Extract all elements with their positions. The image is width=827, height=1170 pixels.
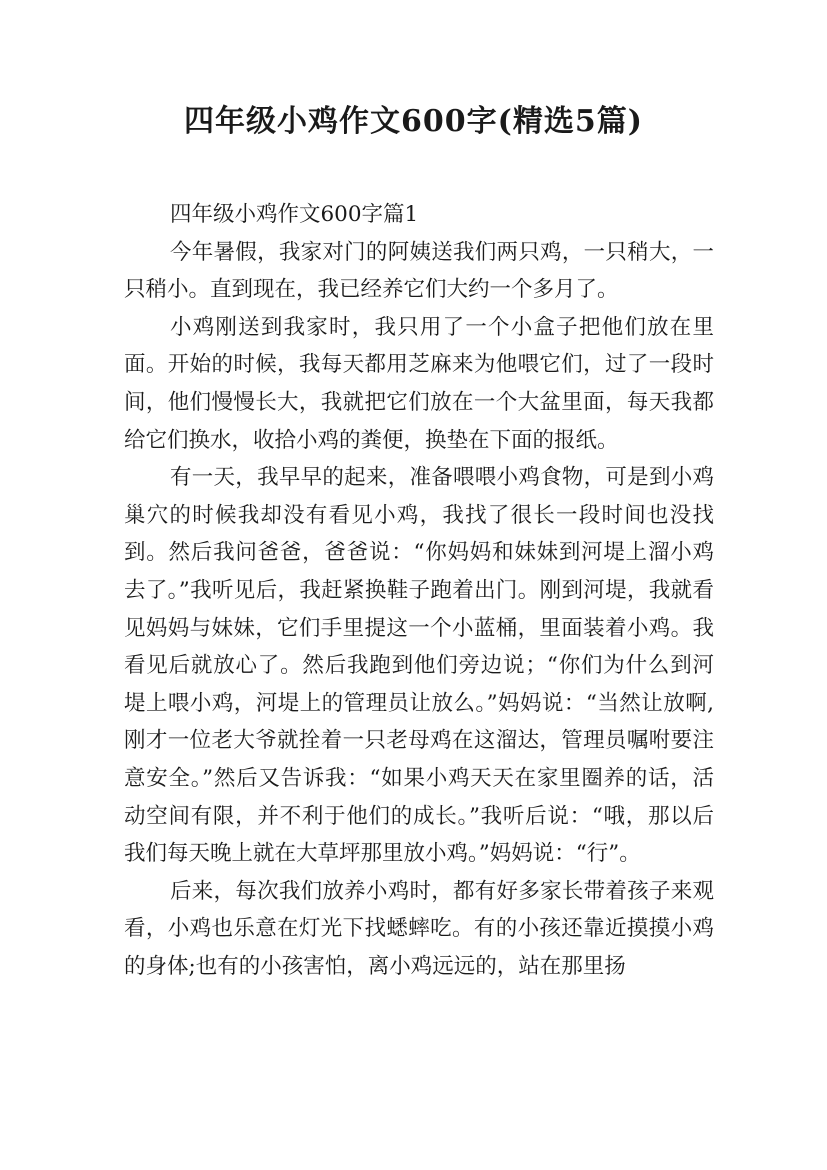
document-body: [124, 196, 714, 985]
paragraph-4: 后来，每次我们放养小鸡时，都有好多家长带着孩子来观看，小鸡也乐意在灯光下找蟋蟀吃。有的小孩还靠近摸摸小鸡的身体;也有的小孩害怕，离小鸡远远的，站在那里扬: [124, 878, 714, 979]
section-heading: 四年级小鸡作文600字篇1: [170, 202, 419, 227]
paragraph-3: 有一天，我早早的起来，准备喂喂小鸡食物，可是到小鸡巢穴的时候我却没有看见小鸡，我找了很长一段时间也没找到。然后我问爸爸，爸爸说：“你妈妈和妹妹到河堤上溜小鸡去了。”我听见后，我赶紧换鞋子跑着出门。刚到河堤，我就看见妈妈与妹妹，它们手里提这一个小蓝桶，里面装着小鸡。我看见后就放心了。然后我跑到他们旁边说；“你们为什么到河堤上喂小鸡，河堤上的管理员让放么。”妈妈说：“当然让放啊,刚才一位老大爷就拴着一只老母鸡在这溜达，管理员嘱咐要注意安全。”然后又告诉我：“如果小鸡天天在家里圈养的话，活动空间有限，并不利于他们的成长。”我听后说：“哦，那以后我们每天晚上就在大草坪那里放小鸡。”妈妈说：“行”。: [124, 465, 714, 867]
paragraph-1: 今年暑假，我家对门的阿姨送我们两只鸡，一只稍大，一只稍小。直到现在，我已经养它们大约一个多月了。: [124, 239, 714, 303]
paragraph-2: 小鸡刚送到我家时，我只用了一个小盒子把他们放在里面。开始的时候，我每天都用芝麻来为他喂它们，过了一段时间，他们慢慢长大，我就把它们放在一个大盆里面，每天我都给它们换水，收拾小鸡的粪便，换垫在下面的报纸。: [124, 314, 714, 453]
document-title: 四年级小鸡作文600字(精选5篇): [184, 104, 643, 139]
